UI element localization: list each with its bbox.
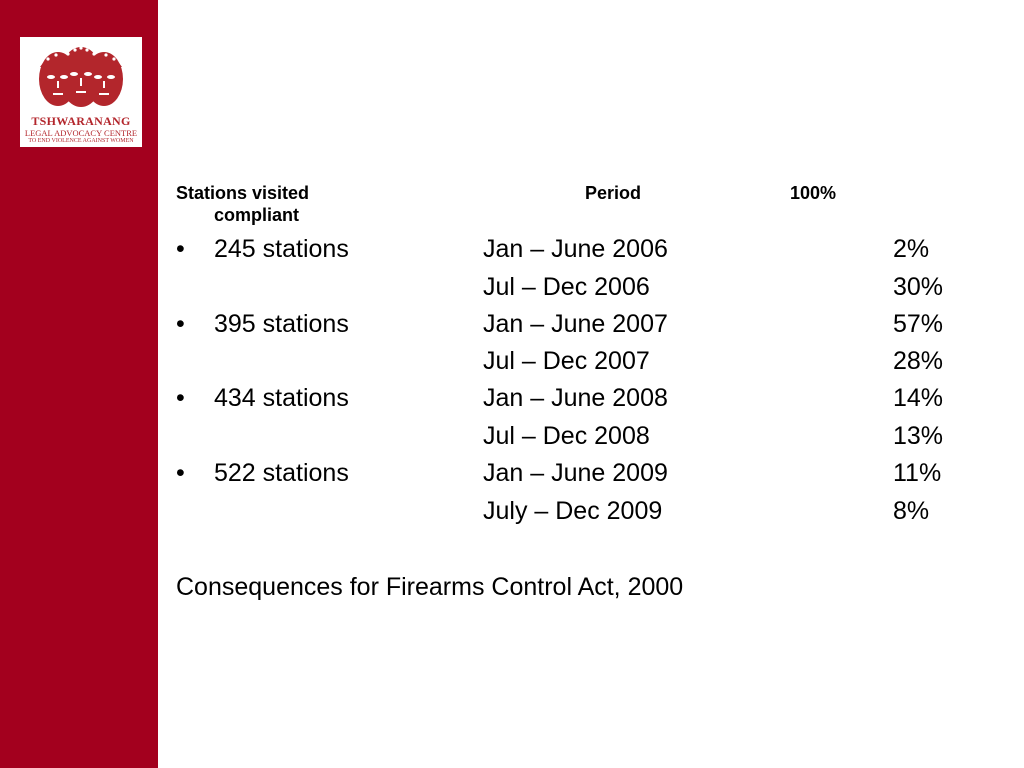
logo-name: TSHWARANANG <box>31 114 131 128</box>
table-row-period: Jul – Dec 2008 <box>483 422 650 450</box>
table-row-value: 30% <box>893 273 944 301</box>
table-row-period: July – Dec 2009 <box>483 497 663 525</box>
bullet: • <box>176 235 185 263</box>
table-row-period: Jan – June 2008 <box>483 384 668 412</box>
header-percent: 100% <box>790 183 837 203</box>
table-row-stations: 434 stations <box>214 384 349 412</box>
table-row-stations: 522 stations <box>214 459 349 487</box>
logo-subtitle: LEGAL ADVOCACY CENTRE <box>24 128 138 138</box>
bullet: • <box>176 384 185 412</box>
table-row-value: 14% <box>893 384 944 412</box>
header-compliant: compliant <box>214 205 300 225</box>
table-row-period: Jan – June 2006 <box>483 235 668 263</box>
faces-emblem-icon <box>20 37 142 117</box>
table-row-period: Jan – June 2007 <box>483 310 668 338</box>
table-row-value: 2% <box>893 235 930 263</box>
organization-logo <box>20 37 142 147</box>
conclusion-text: Consequences for Firearms Control Act, 2000 <box>176 573 684 601</box>
bullet: • <box>176 310 185 338</box>
header-period: Period <box>585 183 642 203</box>
table-row-value: 8% <box>893 497 930 525</box>
table-row-value: 13% <box>893 422 944 450</box>
table-row-stations: 395 stations <box>214 310 349 338</box>
table-row-period: Jan – June 2009 <box>483 459 668 487</box>
table-row-value: 57% <box>893 310 944 338</box>
table-row-value: 28% <box>893 347 944 375</box>
logo-tagline: TO END VIOLENCE AGAINST WOMEN <box>28 138 134 144</box>
table-row-period: Jul – Dec 2007 <box>483 347 650 375</box>
table-row-period: Jul – Dec 2006 <box>483 273 650 301</box>
bullet: • <box>176 459 185 487</box>
table-row-value: 11% <box>893 459 942 487</box>
table-row-stations: 245 stations <box>214 235 349 263</box>
header-stations-visited: Stations visited <box>176 183 310 203</box>
